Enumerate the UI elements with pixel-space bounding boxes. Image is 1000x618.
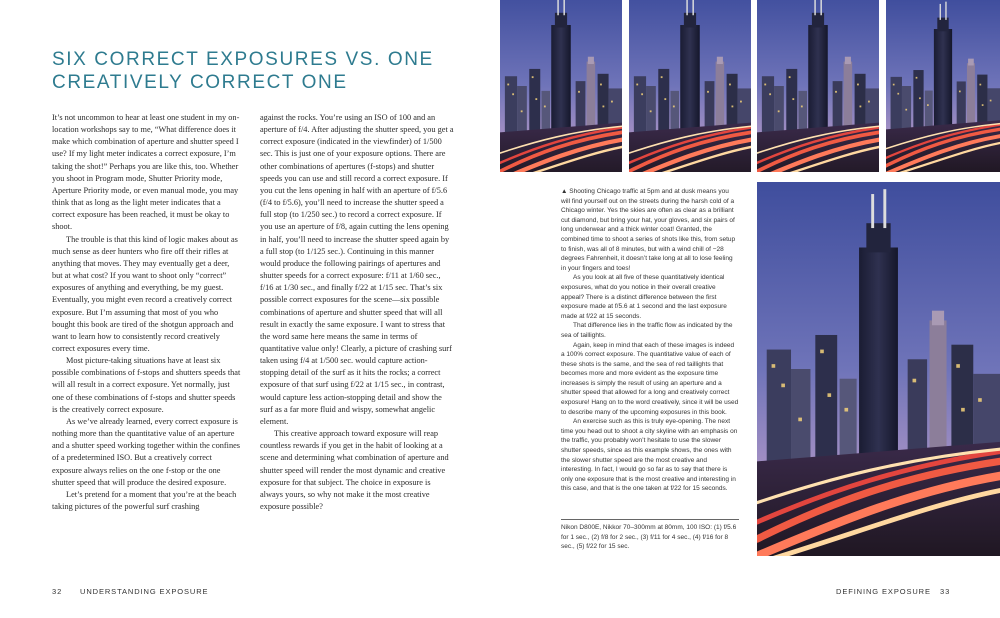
page-number-left: 32 bbox=[52, 587, 63, 596]
paragraph: Most picture-taking situations have at least six possible combinations of f-stops and shutters speeds that will all result in a correct exposure. Yet normally, just one of these combinations of f-stops and shutter speeds is the creatively correct exposure. bbox=[52, 356, 241, 414]
photo-exposure-3 bbox=[757, 0, 879, 172]
running-head-left: UNDERSTANDING EXPOSURE bbox=[80, 587, 209, 596]
photo-exposure-1 bbox=[500, 0, 622, 172]
photo-exposure-4 bbox=[886, 0, 1000, 172]
photo-credit: Nikon D800E, Nikkor 70–300mm at 80mm, 100 ISO: (1) f/5.6 for 1 sec., (2) f/8 for 2 sec., (3) f/11 for 4 sec., (4) f/16 for 8 sec., (5) f/22 for 15 sec. bbox=[561, 524, 737, 551]
paragraph: This creative approach toward exposure will reap countless rewards if you get in the habit of looking at a scene and determining what combination of aperture and shutter speed will render the most dynamic and creative exposure for that subject. The choice in exposure is always yours, so why not make it the most creative exposure possible? bbox=[260, 429, 449, 511]
page-number-right: 33 bbox=[940, 587, 951, 596]
caption-paragraph: As you look at all five of these quantitatively identical exposures, what do you notice in their overall creative appeal? There is a distinct difference between the first exposure made at f/5.6 at 1 second and the last exposure made at f/22 at 15 seconds. bbox=[561, 274, 727, 320]
body-column-2 bbox=[260, 112, 454, 513]
caption-divider bbox=[561, 519, 739, 520]
caption-paragraph: That difference lies in the traffic flow as indicated by the sea of taillights. bbox=[561, 322, 733, 339]
caption-paragraph: An exercise such as this is truly eye-opening. The next time you head out to shoot a city skyline with an emphasis on the traffic, you probably won’t hesitate to use the slower shutter speeds, since as this example shows, the ones with the slower shutter speed are the most creative and interesting. In fact, I would go so far as to say that there is only one exposure that is the most creative and interesting in this case, and that is the one taken at f/22 for 15 seconds. bbox=[561, 418, 738, 493]
body-column-1 bbox=[52, 112, 242, 513]
caption-paragraph: ▲ Shooting Chicago traffic at 5pm and at dusk means you will find yourself out on the streets during the harsh cold of a Chicago winter. Yes the skies are often as clear as a brilliant cut diamond, but bring your hat, your gloves, and six pairs of long underwear and a thick winter coat! Granted, the combined time to shoot a series of shots like this, from setup to finish, was all of 8 minutes, but with a wind chill of −28 degrees Fahrenheit, it doesn’t take long at all to lose feeling in your fingers and toes! bbox=[561, 188, 736, 272]
page-title: SIX CORRECT EXPOSURES VS. ONE CREATIVELY CORRECT ONE bbox=[52, 49, 434, 93]
running-head-right: DEFINING EXPOSURE bbox=[836, 587, 931, 596]
photo-exposure-2 bbox=[629, 0, 751, 172]
paragraph: As we’ve already learned, every correct exposure is nothing more than the quantitative value of an aperture and a shutter speed working together within the confines of a predetermined ISO. But a creatively correct exposure always relies on the one f-stop or the one shutter speed that will produce the desired exposure. bbox=[52, 416, 241, 487]
paragraph: The trouble is that this kind of logic makes about as much sense as deer hunters who fire off their rifles at anything that moves. They may eventually get a deer, but at what cost? If you want to shoot only “correct” exposures of anything and everything, be my guest. Eventually, you might even record a creatively correct exposure. But I’m assuming that most of you who bought this book are tired of the shotgun approach and want to learn how to consistently record creatively correct exposures every time. bbox=[52, 234, 238, 353]
photo-exposure-5 bbox=[757, 182, 1000, 556]
photo-caption bbox=[561, 187, 739, 494]
caption-paragraph: Again, keep in mind that each of these images is indeed a 100% correct exposure. The quantitative value of each of these shots is the same, and the sea of red taillights that becomes more and more evident as the exposure time increases is simply the result of using an aperture and a shutter speed that allowed for a long and creatively correct exposure! Hang on to the word creatively, since it will be used to describe many of the upcoming exposures in this book. bbox=[561, 341, 739, 416]
paragraph: Let’s pretend for a moment that you’re at the beach taking pictures of the powerful surf crashing bbox=[52, 489, 237, 511]
paragraph: against the rocks. You’re using an ISO of 100 and an aperture of f/4. After adjusting the shutter speed, you get a correct exposure (indicated in the viewfinder) of 1/500 sec. This is just one of your exposure options. There are other combinations of apertures (f-stops) and shutter speeds you can use and still record a correct exposure. If you cut the lens opening in half with an aperture of f/5.6 (f/4 to f/5.6), you’ll need to increase the shutter speed a full stop (to 1/250 sec.) to record a correct exposure. If you use an aperture of f/8, again cutting the lens opening in half, you’ll need to increase the shutter speed again by a full stop (to 1/125 sec.). Continuing in this manner would produce the following pairings of apertures and shutter speeds for a correct exposure: f/11 at 1/60 sec., f/16 at 1/30 sec., and finally f/22 at 1/15 sec. That’s six possible correct exposures for the scene—six possible combinations of aperture and shutter speed that will all result in exactly the same exposure. I want to stress that the word same here means the same in terms of quantitative value only! Clearly, a picture of crashing surf taken using f/4 at 1/500 sec. would capture action-stopping detail of the surf as it hits the rocks; a correct exposure of that surf using f/22 at 1/15 sec., in contrast, would capture less action-stopping detail and show the surf as a far more fluid and wispy, somewhat angelic element. bbox=[260, 113, 454, 426]
paragraph: It’s not uncommon to hear at least one student in my on-location workshops say to me, “What difference does it make which combination of aperture and shutter speed I use? If my light meter indicates a correct exposure, I’m taking the shot!” Perhaps you are like this, too. Whether you shoot in Program mode, Shutter Priority mode, Aperture Priority mode, or even manual mode, you may think that as long as the light meter indicates that a correct exposure has been reached, it must be okay to shoot. bbox=[52, 113, 240, 232]
